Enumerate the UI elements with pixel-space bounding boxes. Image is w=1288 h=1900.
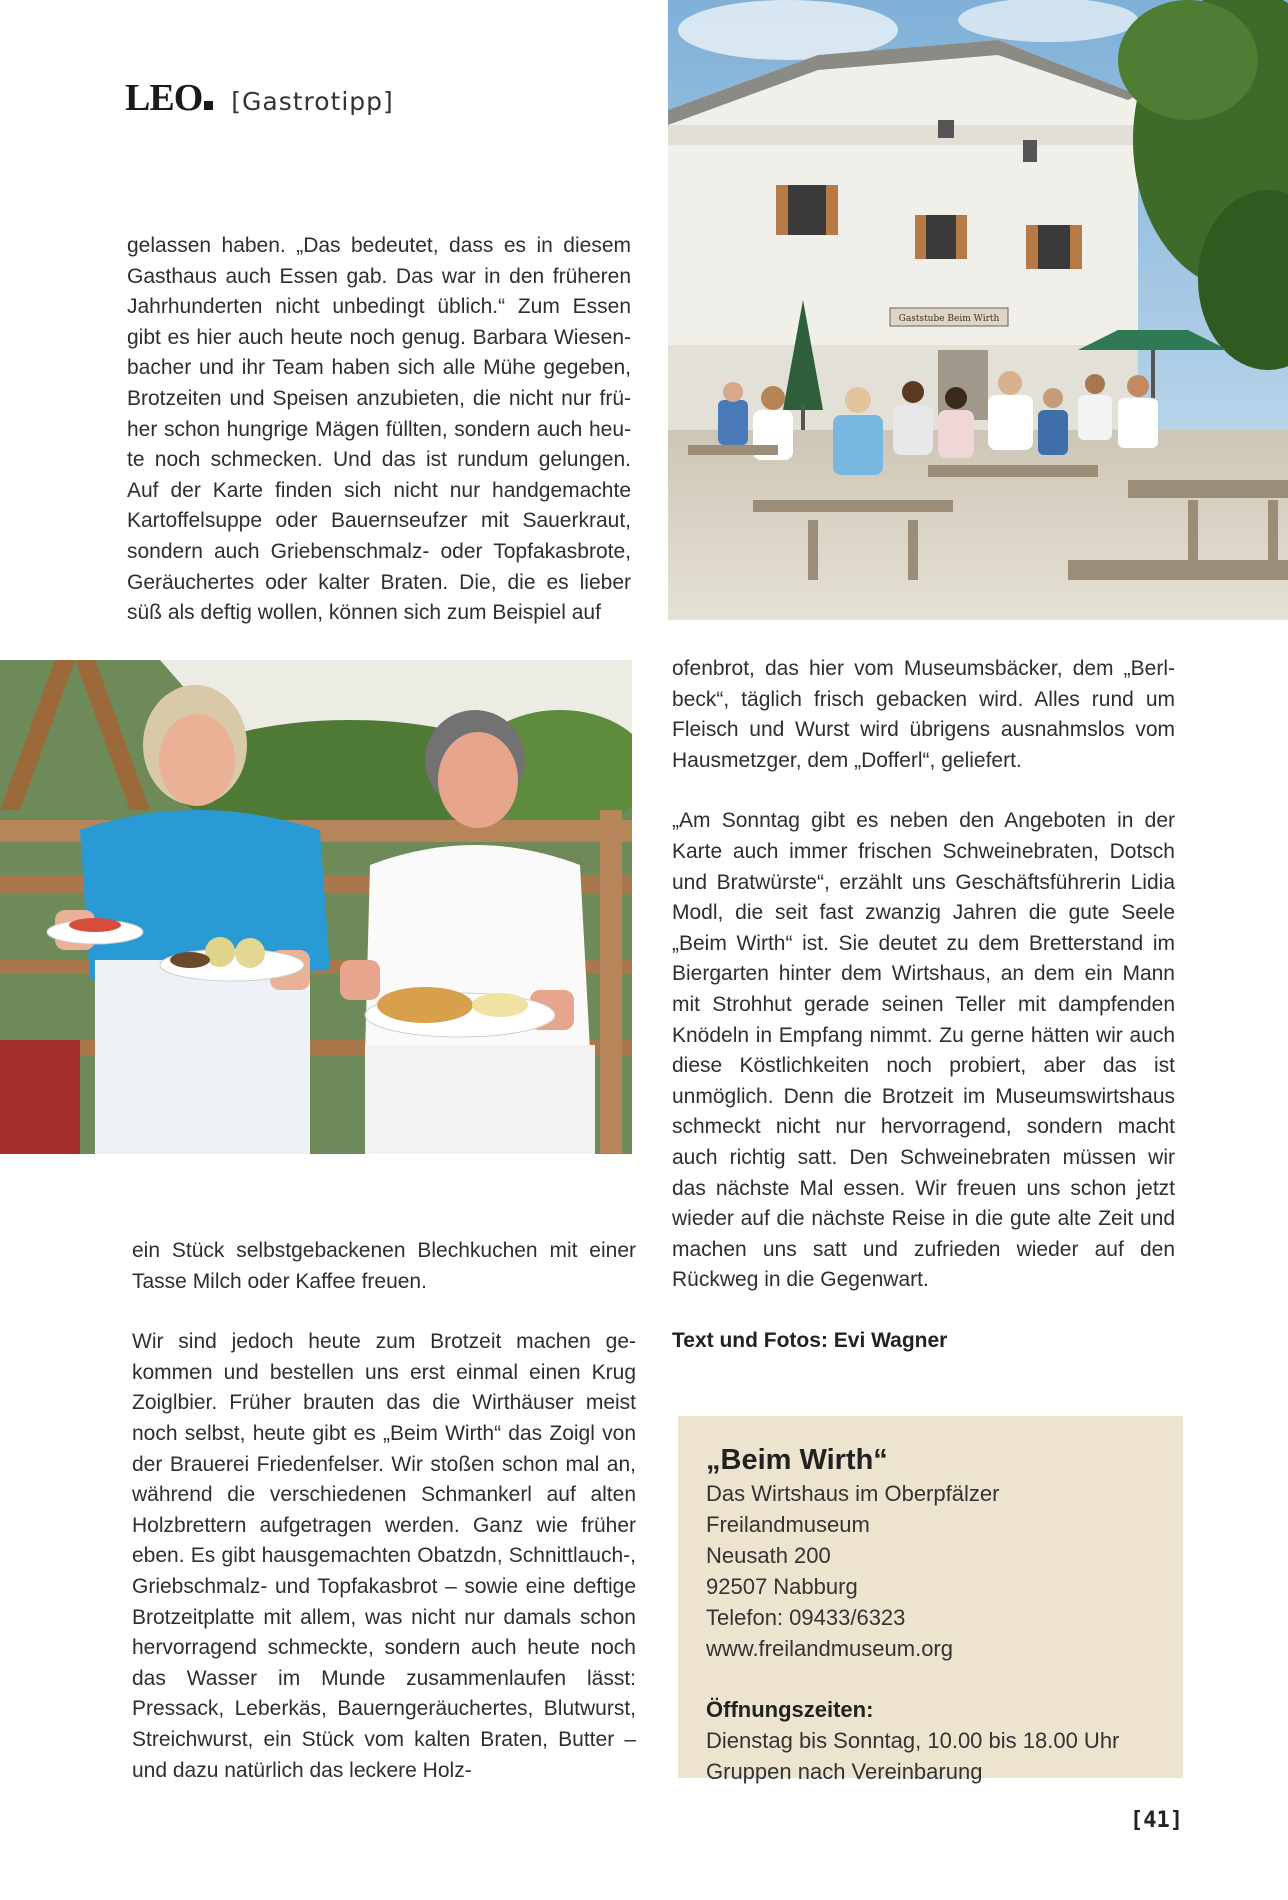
page-header <box>125 76 394 120</box>
article-column-3 <box>672 654 1175 1356</box>
hosts-photo <box>0 660 632 1154</box>
phone-number: Telefon: 09433/6323 <box>706 1605 906 1630</box>
restaurant-name: „Beim Wirth“ <box>706 1444 888 1476</box>
address-city: 92507 Nabburg <box>706 1574 858 1599</box>
section-title: [Gastrotipp] <box>231 87 394 116</box>
opening-hours: Dienstag bis Sonntag, 10.00 bis 18.00 Uhr <box>706 1728 1120 1753</box>
opening-hours-title: Öffnungszeiten: <box>706 1697 874 1722</box>
paragraph: Wir sind jedoch heute zum Brotzeit machen gekommen und bestellen uns erst einmal einen Krug Zoiglbier. Früher brauten das die Wirthäuser meist noch selbst, heute gibt es „Beim Wirth“ das Zoigl von der Brauerei Friedenfelser. Wir stoßen schon mal an, während die verschiedenen Schmankerl auf alten Holzbrettern aufgetragen werden. Ganz wie früher eben. Es gibt hausgemachten Obatzdn, Schnittlauch-, Griebschmalz- und Topfakasbrot – sowie eine deftige Brotzeitplatte mit allem, was nicht nur damals schon hervorragend schmeckte, sondern auch heute noch das Wasser im Munde zusammenlaufen lässt: Pressack, Leberkäs, Bauerngeräuchertes, Blutwurst, Streichwurst, ein Stück vom kalten Braten, Butter – und dazu natürlich das leckere Holz- <box>132 1330 636 1782</box>
group-note: Gruppen nach Vereinbarung <box>706 1759 983 1784</box>
building-sign: Gaststube Beim Wirth <box>898 314 1000 324</box>
restaurant-info-box <box>678 1416 1183 1784</box>
logo-dot-icon <box>204 101 213 110</box>
paragraph: gelassen haben. „Das bedeutet, dass es in diesem Gasthaus auch Essen gab. Das war in den früheren Jahrhunderten nicht unbedingt üblich.“ Zum Essen gibt es hier auch heute noch genug. Barbara Wiesenbacher und ihr Team haben sich alle Mühe gegeben, Brotzeiten und Speisen anzubieten, die nicht nur früher schon hungrige Mägen füllten, sondern auch heute noch schmecken. Und das ist rundum gelungen. Auf der Karte finden sich nicht nur handgemachte Kartoffelsuppe oder Bauernseufzer mit Sauerkraut, sondern auch Griebenschmalz- oder Topfakasbrote, Geräuchertes oder kalter Braten. Die, die es lieber süß als deftig wollen, können sich zum Beispiel auf <box>127 234 631 625</box>
beer-garden-illustration <box>668 0 1288 620</box>
restaurant-subtitle: Das Wirtshaus im Oberpfälzer Freilandmuseum <box>706 1481 1000 1537</box>
article-column-2 <box>132 1236 636 1786</box>
article-column-1 <box>127 231 631 629</box>
website-link[interactable]: www.freilandmuseum.org <box>706 1636 953 1661</box>
page-number: [41] <box>1130 1808 1183 1833</box>
address-street: Neusath 200 <box>706 1543 831 1568</box>
author-credit: Text und Fotos: Evi Wagner <box>672 1328 948 1352</box>
beer-garden-photo <box>668 0 1288 620</box>
hosts-illustration <box>0 660 632 1154</box>
paragraph: „Am Sonntag gibt es neben den Angeboten in der Karte auch immer frischen Schweinebraten, Dotsch und Bratwürste“, erzählt uns Geschäftsführerin Lidia Modl, die seit fast zwanzig Jahren die gute Seele „Beim Wirth“ ist. Sie deutet zu dem Bretterstand im Biergarten hinter dem Wirtshaus, an dem ein Mann mit Strohhut gerade seinen Teller mit dampfenden Knödeln in Empfang nimmt. Zu gerne hätten wir auch diese Köstlichkeiten noch probiert, aber das ist unmöglich. Denn die Brotzeit im Museumswirtshaus schmeckt nicht nur hervorragend, sondern macht auch richtig satt. Den Schweinebraten müssen wir das nächste Mal essen. Wir freuen uns schon jetzt wieder auf die nächste Reise in die gute alte Zeit und machen uns satt und zufrieden wieder auf den Rückweg in die Gegenwart. <box>672 809 1175 1292</box>
paragraph: ofenbrot, das hier vom Museumsbäcker, dem „Berlbeck“, täglich frisch gebacken wird. Alles rund um Fleisch und Wurst wird übrigens ausnahmslos vom Hausmetzger, dem „Dofferl“, geliefert. <box>672 657 1175 772</box>
magazine-logo: LEO <box>125 77 203 119</box>
paragraph: ein Stück selbstgebackenen Blechkuchen mit einer Tasse Milch oder Kaffee freuen. <box>132 1239 636 1293</box>
